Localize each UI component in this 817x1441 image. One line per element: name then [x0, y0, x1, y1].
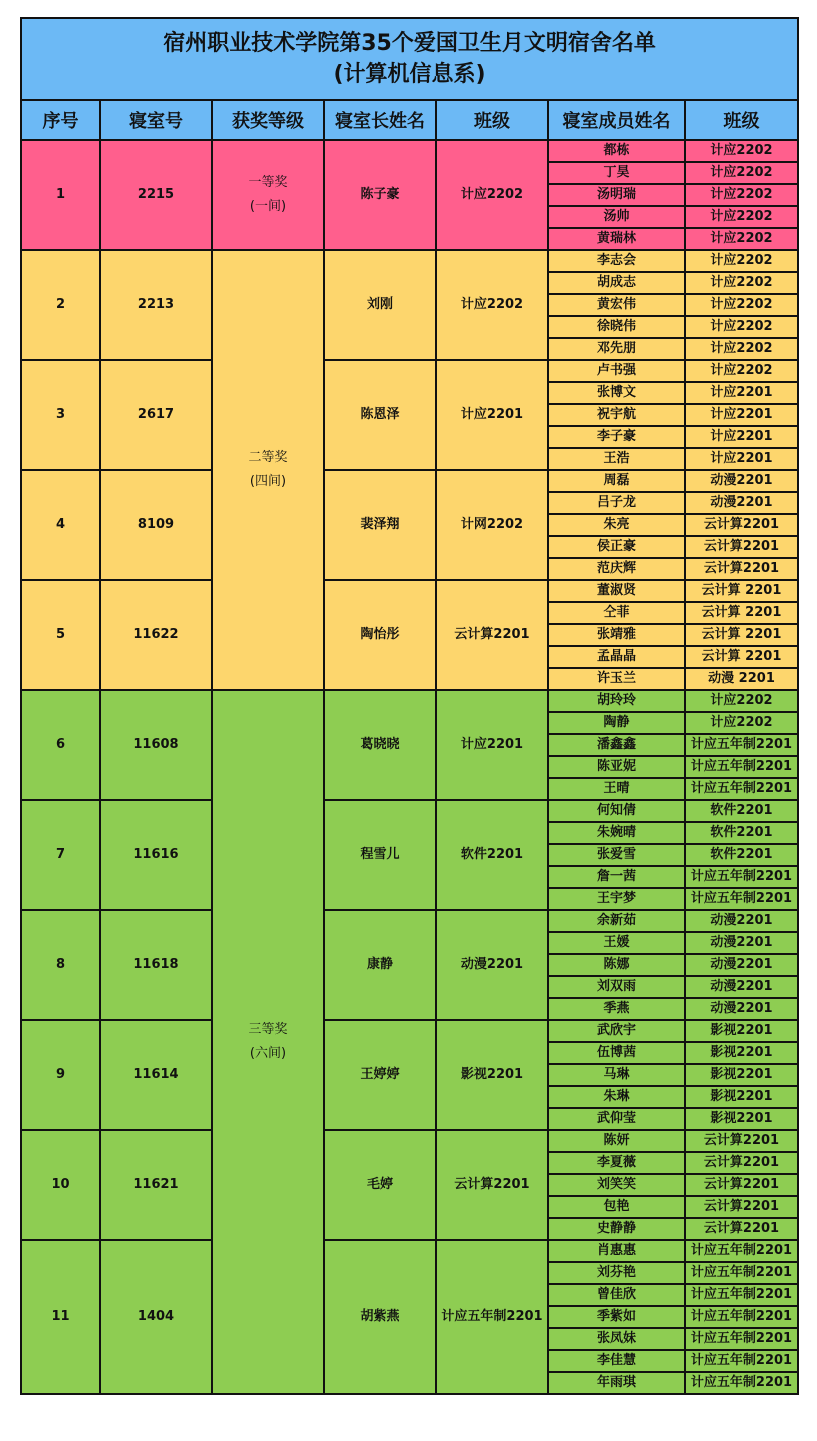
cell-leader-class: 计应2201	[436, 690, 548, 800]
cell-leader-name: 程雪儿	[324, 800, 436, 910]
cell-member-name: 徐晓伟	[548, 316, 685, 338]
cell-leader-class: 计应2201	[436, 360, 548, 470]
cell-member-class: 云计算 2201	[685, 580, 798, 602]
cell-member-class: 云计算2201	[685, 1174, 798, 1196]
cell-member-name: 陈妍	[548, 1130, 685, 1152]
cell-member-name: 汤明瑞	[548, 184, 685, 206]
table-row	[21, 580, 798, 602]
cell-member-class: 计应2202	[685, 690, 798, 712]
cell-leader-class: 计网2202	[436, 470, 548, 580]
header-leader-class: 班级	[436, 100, 548, 140]
cell-member-name: 何知倩	[548, 800, 685, 822]
cell-member-class: 软件2201	[685, 800, 798, 822]
cell-member-class: 计应2202	[685, 140, 798, 162]
cell-member-class: 动漫2201	[685, 932, 798, 954]
cell-member-name: 黄宏伟	[548, 294, 685, 316]
cell-member-name: 朱婉晴	[548, 822, 685, 844]
cell-member-class: 影视2201	[685, 1086, 798, 1108]
cell-member-name: 武欣宇	[548, 1020, 685, 1042]
cell-member-class: 计应2202	[685, 184, 798, 206]
cell-award-level	[212, 690, 324, 1394]
cell-leader-class: 计应五年制2201	[436, 1240, 548, 1394]
cell-leader-name: 毛婷	[324, 1130, 436, 1240]
table-row	[21, 470, 798, 492]
cell-leader-class: 云计算2201	[436, 1130, 548, 1240]
table-row	[21, 800, 798, 822]
cell-member-class: 云计算2201	[685, 536, 798, 558]
cell-leader-class: 计应2202	[436, 250, 548, 360]
cell-member-name: 王浩	[548, 448, 685, 470]
header-member-class: 班级	[685, 100, 798, 140]
cell-serial: 5	[21, 580, 100, 690]
cell-member-name: 邓先朋	[548, 338, 685, 360]
cell-member-class: 云计算2201	[685, 1196, 798, 1218]
cell-member-class: 云计算 2201	[685, 602, 798, 624]
table-row	[21, 250, 798, 272]
cell-serial: 2	[21, 250, 100, 360]
cell-member-name: 刘笑笑	[548, 1174, 685, 1196]
cell-room-number: 1404	[100, 1240, 212, 1394]
title-line-1: 宿州职业技术学院第35个爱国卫生月文明宿舍名单	[163, 31, 656, 56]
cell-member-class: 云计算2201	[685, 1130, 798, 1152]
cell-member-class: 动漫 2201	[685, 668, 798, 690]
award-count: (一间)	[249, 199, 287, 214]
cell-member-name: 刘芬艳	[548, 1262, 685, 1284]
cell-member-name: 吕子龙	[548, 492, 685, 514]
cell-serial: 11	[21, 1240, 100, 1394]
cell-member-class: 计应五年制2201	[685, 1372, 798, 1394]
cell-member-name: 王晴	[548, 778, 685, 800]
cell-member-name: 季紫如	[548, 1306, 685, 1328]
cell-member-name: 胡成志	[548, 272, 685, 294]
award-name: 三等奖	[248, 1022, 288, 1037]
cell-member-class: 计应2202	[685, 206, 798, 228]
cell-member-name: 朱琳	[548, 1086, 685, 1108]
cell-member-name: 肖惠惠	[548, 1240, 685, 1262]
cell-member-class: 动漫2201	[685, 470, 798, 492]
award-count: (四间)	[249, 474, 287, 489]
cell-member-name: 余新茹	[548, 910, 685, 932]
cell-member-class: 计应2202	[685, 316, 798, 338]
cell-member-class: 计应五年制2201	[685, 1350, 798, 1372]
cell-member-class: 计应2202	[685, 162, 798, 184]
cell-member-name: 史静静	[548, 1218, 685, 1240]
cell-member-name: 陈亚妮	[548, 756, 685, 778]
cell-member-name: 周磊	[548, 470, 685, 492]
cell-member-name: 张靖雅	[548, 624, 685, 646]
cell-member-class: 计应2202	[685, 294, 798, 316]
cell-award-level	[212, 250, 324, 690]
cell-member-name: 王媛	[548, 932, 685, 954]
cell-serial: 4	[21, 470, 100, 580]
cell-member-name: 卢书强	[548, 360, 685, 382]
cell-member-name: 武仰莹	[548, 1108, 685, 1130]
cell-member-name: 潘鑫鑫	[548, 734, 685, 756]
cell-room-number: 11608	[100, 690, 212, 800]
cell-leader-class: 云计算2201	[436, 580, 548, 690]
cell-room-number: 11614	[100, 1020, 212, 1130]
cell-member-name: 许玉兰	[548, 668, 685, 690]
cell-member-class: 计应五年制2201	[685, 888, 798, 910]
cell-serial: 7	[21, 800, 100, 910]
header-room-number: 寝室号	[100, 100, 212, 140]
cell-leader-name: 陈子豪	[324, 140, 436, 250]
cell-member-name: 张凤妹	[548, 1328, 685, 1350]
cell-member-name: 侯正豪	[548, 536, 685, 558]
cell-member-name: 张爱雪	[548, 844, 685, 866]
cell-serial: 9	[21, 1020, 100, 1130]
table-title	[21, 18, 798, 100]
cell-member-name: 李志会	[548, 250, 685, 272]
cell-member-class: 计应2202	[685, 272, 798, 294]
cell-member-name: 伍博茜	[548, 1042, 685, 1064]
cell-member-name: 包艳	[548, 1196, 685, 1218]
cell-member-class: 计应2202	[685, 360, 798, 382]
table-row	[21, 910, 798, 932]
cell-member-class: 计应2202	[685, 228, 798, 250]
cell-leader-name: 陈恩泽	[324, 360, 436, 470]
cell-award-level	[212, 140, 324, 250]
cell-member-class: 动漫2201	[685, 976, 798, 998]
cell-member-class: 云计算2201	[685, 514, 798, 536]
cell-member-class: 计应五年制2201	[685, 1306, 798, 1328]
cell-room-number: 8109	[100, 470, 212, 580]
cell-member-name: 黄瑞林	[548, 228, 685, 250]
table-row	[21, 1240, 798, 1262]
cell-member-class: 计应2201	[685, 404, 798, 426]
cell-member-class: 云计算2201	[685, 1218, 798, 1240]
award-count: (六间)	[249, 1046, 287, 1061]
cell-room-number: 11622	[100, 580, 212, 690]
cell-member-class: 云计算2201	[685, 1152, 798, 1174]
award-name: 二等奖	[248, 450, 288, 465]
cell-serial: 8	[21, 910, 100, 1020]
cell-leader-name: 康静	[324, 910, 436, 1020]
title-line-2: (计算机信息系)	[333, 62, 486, 87]
dormitory-roster-table	[20, 17, 799, 1395]
cell-member-name: 张博文	[548, 382, 685, 404]
cell-serial: 3	[21, 360, 100, 470]
cell-member-class: 动漫2201	[685, 954, 798, 976]
cell-member-class: 云计算 2201	[685, 646, 798, 668]
cell-serial: 10	[21, 1130, 100, 1240]
cell-member-name: 祝宇航	[548, 404, 685, 426]
cell-member-class: 计应2202	[685, 712, 798, 734]
cell-member-name: 汤帅	[548, 206, 685, 228]
cell-member-class: 动漫2201	[685, 492, 798, 514]
cell-leader-class: 软件2201	[436, 800, 548, 910]
cell-room-number: 2215	[100, 140, 212, 250]
cell-member-name: 年雨琪	[548, 1372, 685, 1394]
cell-member-class: 影视2201	[685, 1042, 798, 1064]
cell-member-class: 软件2201	[685, 844, 798, 866]
header-member-name: 寝室成员姓名	[548, 100, 685, 140]
cell-member-class: 计应2201	[685, 448, 798, 470]
cell-member-name: 陶静	[548, 712, 685, 734]
cell-member-class: 计应五年制2201	[685, 756, 798, 778]
cell-serial: 1	[21, 140, 100, 250]
cell-leader-class: 动漫2201	[436, 910, 548, 1020]
cell-member-name: 马琳	[548, 1064, 685, 1086]
table-row	[21, 140, 798, 162]
cell-member-class: 计应2201	[685, 382, 798, 404]
cell-member-class: 计应2202	[685, 250, 798, 272]
cell-member-name: 詹一茜	[548, 866, 685, 888]
cell-member-class: 计应五年制2201	[685, 1328, 798, 1350]
cell-member-class: 影视2201	[685, 1108, 798, 1130]
cell-leader-class: 影视2201	[436, 1020, 548, 1130]
cell-member-name: 季燕	[548, 998, 685, 1020]
cell-member-name: 朱亮	[548, 514, 685, 536]
cell-member-name: 胡玲玲	[548, 690, 685, 712]
cell-member-class: 动漫2201	[685, 998, 798, 1020]
cell-member-class: 软件2201	[685, 822, 798, 844]
cell-room-number: 11621	[100, 1130, 212, 1240]
cell-member-class: 计应五年制2201	[685, 734, 798, 756]
header-serial: 序号	[21, 100, 100, 140]
cell-member-name: 刘双雨	[548, 976, 685, 998]
cell-leader-name: 王婷婷	[324, 1020, 436, 1130]
cell-member-name: 李子豪	[548, 426, 685, 448]
header-row	[21, 100, 798, 140]
cell-leader-name: 裴泽翔	[324, 470, 436, 580]
cell-member-class: 动漫2201	[685, 910, 798, 932]
spreadsheet-area	[20, 17, 799, 1395]
cell-leader-name: 刘刚	[324, 250, 436, 360]
cell-member-class: 云计算 2201	[685, 624, 798, 646]
cell-member-name: 曾佳欣	[548, 1284, 685, 1306]
cell-leader-name: 胡紫燕	[324, 1240, 436, 1394]
cell-leader-name: 葛晓晓	[324, 690, 436, 800]
cell-member-class: 影视2201	[685, 1064, 798, 1086]
cell-member-class: 计应2201	[685, 426, 798, 448]
cell-member-class: 计应五年制2201	[685, 778, 798, 800]
cell-member-name: 范庆辉	[548, 558, 685, 580]
cell-room-number: 11618	[100, 910, 212, 1020]
cell-room-number: 2213	[100, 250, 212, 360]
header-leader-name: 寝室长姓名	[324, 100, 436, 140]
cell-member-name: 王宇梦	[548, 888, 685, 910]
cell-room-number: 2617	[100, 360, 212, 470]
cell-member-class: 计应2202	[685, 338, 798, 360]
cell-leader-name: 陶怡彤	[324, 580, 436, 690]
table-row	[21, 690, 798, 712]
cell-member-name: 董淑贤	[548, 580, 685, 602]
cell-member-name: 李佳慧	[548, 1350, 685, 1372]
cell-serial: 6	[21, 690, 100, 800]
cell-member-name: 陈娜	[548, 954, 685, 976]
cell-member-name: 仝菲	[548, 602, 685, 624]
cell-member-class: 云计算2201	[685, 558, 798, 580]
cell-member-name: 孟晶晶	[548, 646, 685, 668]
header-award-level: 获奖等级	[212, 100, 324, 140]
cell-member-name: 李夏薇	[548, 1152, 685, 1174]
cell-member-class: 影视2201	[685, 1020, 798, 1042]
award-name: 一等奖	[248, 175, 288, 190]
table-row	[21, 1130, 798, 1152]
cell-leader-class: 计应2202	[436, 140, 548, 250]
cell-room-number: 11616	[100, 800, 212, 910]
cell-member-class: 计应五年制2201	[685, 866, 798, 888]
cell-member-class: 计应五年制2201	[685, 1284, 798, 1306]
table-row	[21, 1020, 798, 1042]
cell-member-class: 计应五年制2201	[685, 1262, 798, 1284]
cell-member-name: 丁昊	[548, 162, 685, 184]
cell-member-name: 都栋	[548, 140, 685, 162]
table-row	[21, 360, 798, 382]
cell-member-class: 计应五年制2201	[685, 1240, 798, 1262]
